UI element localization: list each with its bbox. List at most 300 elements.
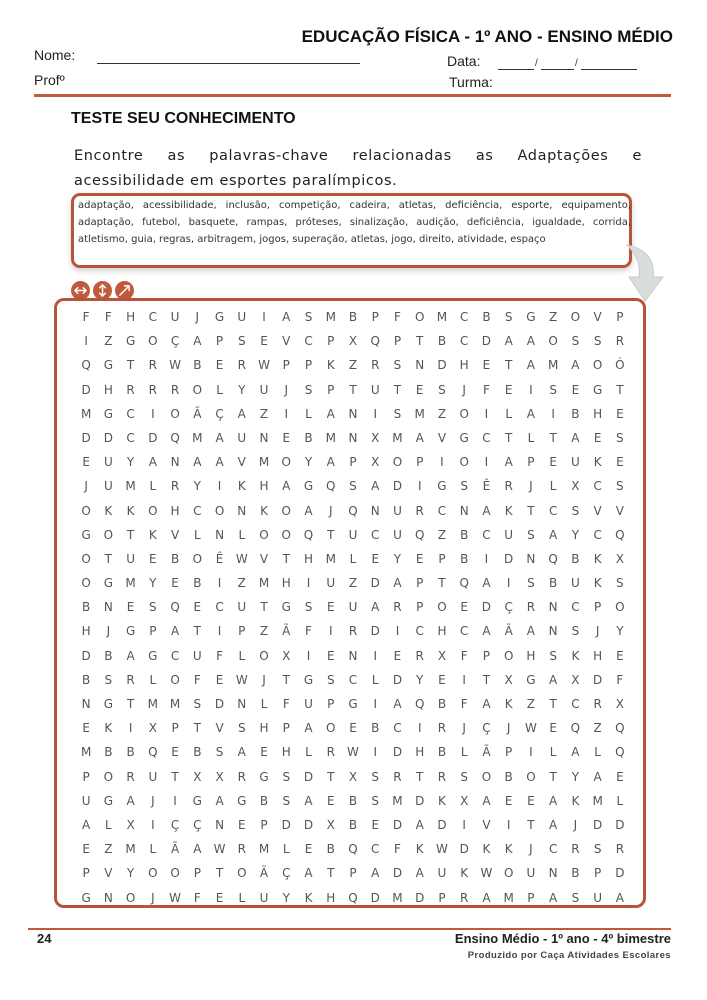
grid-letter[interactable]: C xyxy=(415,624,424,639)
grid-letter[interactable]: Q xyxy=(459,576,469,591)
grid-letter[interactable]: A xyxy=(82,817,91,832)
grid-letter[interactable]: V xyxy=(237,455,246,470)
grid-letter[interactable]: T xyxy=(260,600,268,615)
grid-letter[interactable]: S xyxy=(104,672,113,687)
grid-letter[interactable]: A xyxy=(215,430,224,445)
grid-letter[interactable]: X xyxy=(193,769,202,784)
grid-letter[interactable]: P xyxy=(171,721,179,736)
grid-letter[interactable]: D xyxy=(481,334,492,349)
grid-letter[interactable]: U xyxy=(348,600,358,615)
grid-letter[interactable]: J xyxy=(506,721,511,736)
grid-letter[interactable]: F xyxy=(104,310,112,324)
grid-letter[interactable]: O xyxy=(148,503,158,518)
grid-letter[interactable]: E xyxy=(82,842,90,857)
grid-letter[interactable]: B xyxy=(170,551,180,566)
grid-letter[interactable]: F xyxy=(460,697,468,711)
grid-letter[interactable]: R xyxy=(326,745,335,760)
grid-letter[interactable]: H xyxy=(103,382,113,397)
grid-letter[interactable]: D xyxy=(303,817,314,832)
grid-letter[interactable]: F xyxy=(216,648,223,663)
grid-letter[interactable]: P xyxy=(594,600,602,615)
grid-letter[interactable]: A xyxy=(504,334,513,349)
grid-letter[interactable]: B xyxy=(460,551,469,566)
grid-letter[interactable]: F xyxy=(482,382,490,397)
grid-letter[interactable]: U xyxy=(81,793,91,808)
grid-letter[interactable]: U xyxy=(259,382,269,397)
grid-letter[interactable]: D xyxy=(370,624,380,639)
grid-letter[interactable]: G xyxy=(592,382,603,397)
grid-letter[interactable]: F xyxy=(394,842,401,857)
grid-letter[interactable]: G xyxy=(125,624,136,639)
grid-letter[interactable]: O xyxy=(81,576,91,591)
grid-letter[interactable]: V xyxy=(259,551,269,566)
grid-letter[interactable]: U xyxy=(237,600,247,615)
grid-letter[interactable]: R xyxy=(437,769,447,784)
grid-letter[interactable]: D xyxy=(459,842,469,857)
grid-letter[interactable]: A xyxy=(571,745,580,760)
grid-letter[interactable]: R xyxy=(393,600,402,615)
grid-letter[interactable]: S xyxy=(616,576,624,591)
grid-letter[interactable]: O xyxy=(481,769,492,784)
grid-letter[interactable]: S xyxy=(349,479,357,494)
grid-letter[interactable]: T xyxy=(616,382,624,397)
grid-letter[interactable]: U xyxy=(570,576,580,591)
grid-letter[interactable]: L xyxy=(594,745,601,760)
grid-letter[interactable]: V xyxy=(170,527,180,542)
grid-letter[interactable]: P xyxy=(304,358,313,373)
grid-letter[interactable]: D xyxy=(81,648,91,663)
grid-letter[interactable]: Q xyxy=(370,334,380,349)
grid-letter[interactable]: P xyxy=(349,455,357,470)
grid-letter[interactable]: R xyxy=(526,600,536,615)
grid-letter[interactable]: U xyxy=(370,382,380,397)
grid-letter[interactable]: Q xyxy=(170,600,180,615)
grid-letter[interactable]: C xyxy=(348,672,358,687)
grid-letter[interactable]: R xyxy=(415,648,424,663)
grid-letter[interactable]: U xyxy=(237,430,247,445)
grid-letter[interactable]: H xyxy=(459,358,469,373)
grid-letter[interactable]: O xyxy=(192,382,203,397)
grid-letter[interactable]: U xyxy=(326,576,336,591)
grid-letter[interactable]: C xyxy=(170,648,180,663)
grid-letter[interactable]: D xyxy=(392,479,403,494)
grid-letter[interactable]: I xyxy=(484,406,489,421)
grid-letter[interactable]: T xyxy=(482,672,491,687)
grid-letter[interactable]: A xyxy=(549,890,558,905)
grid-letter[interactable]: P xyxy=(260,817,268,832)
grid-letter[interactable]: Y xyxy=(238,382,246,397)
grid-letter[interactable]: M xyxy=(392,793,403,808)
grid-letter[interactable]: O xyxy=(170,672,180,687)
grid-letter[interactable]: P xyxy=(393,334,402,349)
grid-letter[interactable]: S xyxy=(193,697,202,711)
grid-letter[interactable]: I xyxy=(373,648,377,663)
grid-letter[interactable]: C xyxy=(548,842,558,857)
grid-letter[interactable]: C xyxy=(393,721,402,736)
grid-letter[interactable]: Q xyxy=(348,503,358,518)
grid-letter[interactable]: W xyxy=(169,890,181,905)
grid-letter[interactable]: E xyxy=(171,576,179,591)
grid-letter[interactable]: Z xyxy=(526,697,536,711)
grid-letter[interactable]: G xyxy=(103,793,113,808)
grid-letter[interactable]: P xyxy=(193,866,201,881)
grid-letter[interactable]: Q xyxy=(348,842,358,857)
grid-letter[interactable]: S xyxy=(460,769,468,784)
grid-letter[interactable]: A xyxy=(549,817,558,832)
grid-letter[interactable]: D xyxy=(281,817,291,832)
grid-letter[interactable]: U xyxy=(170,310,180,324)
grid-letter[interactable]: X xyxy=(348,334,358,349)
grid-letter[interactable]: P xyxy=(149,624,157,639)
grid-letter[interactable]: B xyxy=(549,576,558,591)
grid-letter[interactable]: O xyxy=(281,527,291,542)
grid-letter[interactable]: N xyxy=(259,430,269,445)
grid-letter[interactable]: W xyxy=(347,745,359,760)
grid-letter[interactable]: O xyxy=(170,866,180,881)
grid-letter[interactable]: M xyxy=(325,551,336,566)
grid-letter[interactable]: U xyxy=(148,769,158,784)
grid-letter[interactable]: O xyxy=(414,310,425,324)
grid-letter[interactable]: A xyxy=(593,769,602,784)
grid-letter[interactable]: D xyxy=(81,430,91,445)
grid-letter[interactable]: I xyxy=(373,697,377,711)
grid-letter[interactable]: D xyxy=(81,382,91,397)
grid-letter[interactable]: G xyxy=(303,672,314,687)
grid-letter[interactable]: O xyxy=(326,721,336,736)
grid-letter[interactable]: Q xyxy=(326,479,336,494)
grid-letter[interactable]: S xyxy=(149,600,157,615)
grid-letter[interactable]: Y xyxy=(282,890,290,905)
grid-letter[interactable]: B xyxy=(460,527,469,542)
grid-letter[interactable]: O xyxy=(459,455,469,470)
grid-letter[interactable]: A xyxy=(482,624,491,639)
grid-letter[interactable]: C xyxy=(460,624,469,639)
grid-letter[interactable]: D xyxy=(392,672,403,687)
grid-letter[interactable]: W xyxy=(213,842,226,857)
grid-letter[interactable]: W xyxy=(480,866,493,881)
grid-letter[interactable]: D xyxy=(392,866,403,881)
grid-letter[interactable]: F xyxy=(460,648,468,663)
grid-letter[interactable]: O xyxy=(192,551,203,566)
grid-letter[interactable]: N xyxy=(548,866,558,881)
grid-letter[interactable]: O xyxy=(281,455,291,470)
grid-letter[interactable]: O xyxy=(237,866,247,881)
grid-letter[interactable]: N xyxy=(348,648,358,663)
grid-letter[interactable]: E xyxy=(371,551,380,566)
grid-letter[interactable]: I xyxy=(506,817,511,832)
grid-letter[interactable]: Z xyxy=(259,624,269,639)
grid-letter[interactable]: A xyxy=(415,817,424,832)
grid-letter[interactable]: E xyxy=(237,817,246,832)
grid-letter[interactable]: D xyxy=(214,697,225,711)
grid-letter[interactable]: E xyxy=(82,721,90,736)
grid-letter[interactable]: S xyxy=(527,527,535,542)
grid-letter[interactable]: R xyxy=(348,624,358,639)
grid-letter[interactable]: U xyxy=(304,697,313,711)
grid-letter[interactable]: B xyxy=(193,576,202,591)
grid-letter[interactable]: B xyxy=(193,745,202,760)
grid-letter[interactable]: K xyxy=(326,358,335,373)
grid-letter[interactable]: B xyxy=(437,745,447,760)
grid-letter[interactable]: Ç xyxy=(504,600,513,615)
grid-letter[interactable]: W xyxy=(436,842,448,857)
grid-letter[interactable]: P xyxy=(238,624,246,639)
grid-letter[interactable]: N xyxy=(548,600,558,615)
grid-letter[interactable]: L xyxy=(505,406,513,421)
grid-letter[interactable]: R xyxy=(126,382,135,397)
grid-letter[interactable]: H xyxy=(170,503,180,518)
grid-letter[interactable]: B xyxy=(571,406,580,421)
grid-letter[interactable]: A xyxy=(304,721,313,736)
grid-letter[interactable]: D xyxy=(437,817,447,832)
grid-letter[interactable]: B xyxy=(571,551,580,566)
grid-letter[interactable]: D xyxy=(615,817,625,832)
grid-letter[interactable]: I xyxy=(551,406,555,421)
grid-letter[interactable]: E xyxy=(438,672,446,687)
grid-letter[interactable]: P xyxy=(349,866,357,881)
grid-letter[interactable]: X xyxy=(215,769,224,784)
grid-letter[interactable]: H xyxy=(526,648,536,663)
grid-letter[interactable]: A xyxy=(237,406,246,421)
grid-letter[interactable]: E xyxy=(304,842,313,857)
date-year-line[interactable] xyxy=(581,69,637,70)
grid-letter[interactable]: R xyxy=(170,382,180,397)
grid-letter[interactable]: Ç xyxy=(482,721,491,736)
grid-letter[interactable]: Q xyxy=(414,697,425,711)
grid-letter[interactable]: J xyxy=(262,672,266,687)
grid-letter[interactable]: V xyxy=(215,721,224,736)
grid-letter[interactable]: D xyxy=(303,769,314,784)
grid-letter[interactable]: V xyxy=(615,503,624,518)
grid-letter[interactable]: L xyxy=(260,697,268,711)
grid-letter[interactable]: A xyxy=(326,406,335,421)
grid-letter[interactable]: I xyxy=(462,817,466,832)
grid-letter[interactable]: I xyxy=(529,382,533,397)
grid-letter[interactable]: G xyxy=(459,430,469,445)
grid-letter[interactable]: R xyxy=(393,769,402,784)
grid-letter[interactable]: M xyxy=(147,697,159,711)
grid-letter[interactable]: O xyxy=(259,648,269,663)
grid-letter[interactable]: G xyxy=(237,793,247,808)
grid-letter[interactable]: S xyxy=(237,721,246,736)
grid-letter[interactable]: O xyxy=(615,600,625,615)
grid-letter[interactable]: C xyxy=(571,697,580,711)
grid-letter[interactable]: S xyxy=(393,358,402,373)
grid-letter[interactable]: J xyxy=(529,479,533,494)
grid-letter[interactable]: Ó xyxy=(615,358,625,373)
grid-letter[interactable]: K xyxy=(504,842,513,857)
grid-letter[interactable]: A xyxy=(482,793,491,808)
grid-letter[interactable]: U xyxy=(393,527,402,542)
grid-letter[interactable]: A xyxy=(549,793,558,808)
grid-letter[interactable]: I xyxy=(173,793,177,808)
grid-letter[interactable]: M xyxy=(547,358,559,373)
grid-letter[interactable]: O xyxy=(103,769,114,784)
grid-letter[interactable]: A xyxy=(126,793,135,808)
grid-letter[interactable]: E xyxy=(126,600,135,615)
grid-letter[interactable]: E xyxy=(571,382,580,397)
grid-letter[interactable]: R xyxy=(437,721,447,736)
grid-letter[interactable]: T xyxy=(527,817,535,832)
grid-letter[interactable]: W xyxy=(524,721,537,736)
grid-letter[interactable]: L xyxy=(282,842,290,857)
grid-letter[interactable]: N xyxy=(459,503,469,518)
grid-letter[interactable]: D xyxy=(370,576,380,591)
grid-letter[interactable]: T xyxy=(438,576,446,591)
grid-letter[interactable]: S xyxy=(438,382,446,397)
grid-letter[interactable]: R xyxy=(170,479,180,494)
grid-letter[interactable]: G xyxy=(303,479,314,494)
grid-letter[interactable]: Y xyxy=(304,455,313,470)
grid-letter[interactable]: L xyxy=(238,648,246,663)
grid-letter[interactable]: N xyxy=(103,600,113,615)
grid-letter[interactable]: H xyxy=(126,310,136,324)
grid-letter[interactable]: U xyxy=(570,455,580,470)
grid-letter[interactable]: F xyxy=(305,624,312,639)
grid-letter[interactable]: Ç xyxy=(282,866,291,881)
grid-letter[interactable]: Z xyxy=(549,310,558,324)
grid-letter[interactable]: P xyxy=(215,334,224,349)
grid-letter[interactable]: U xyxy=(103,455,113,470)
grid-letter[interactable]: D xyxy=(415,793,425,808)
grid-letter[interactable]: O xyxy=(437,600,447,615)
grid-letter[interactable]: I xyxy=(440,455,444,470)
grid-letter[interactable]: G xyxy=(348,697,358,711)
grid-letter[interactable]: K xyxy=(237,479,246,494)
grid-letter[interactable]: Q xyxy=(615,745,625,760)
grid-letter[interactable]: H xyxy=(326,890,336,905)
date-day-line[interactable] xyxy=(498,69,534,70)
grid-letter[interactable]: Ç xyxy=(193,817,202,832)
grid-letter[interactable]: J xyxy=(284,382,289,397)
grid-letter[interactable]: E xyxy=(482,358,491,373)
grid-letter[interactable]: C xyxy=(371,527,380,542)
grid-letter[interactable]: U xyxy=(126,551,135,566)
grid-letter[interactable]: P xyxy=(327,697,335,711)
grid-letter[interactable]: N xyxy=(81,697,91,711)
grid-letter[interactable]: Ã xyxy=(482,745,491,760)
grid-letter[interactable]: B xyxy=(348,793,358,808)
grid-letter[interactable]: U xyxy=(348,527,358,542)
grid-letter[interactable]: T xyxy=(549,430,557,445)
grid-letter[interactable]: T xyxy=(282,551,290,566)
grid-letter[interactable]: N xyxy=(526,551,536,566)
grid-letter[interactable]: I xyxy=(262,310,266,324)
grid-letter[interactable]: I xyxy=(462,672,466,687)
grid-letter[interactable]: J xyxy=(195,310,200,324)
grid-letter[interactable]: W xyxy=(235,672,248,687)
grid-letter[interactable]: C xyxy=(148,310,158,324)
grid-letter[interactable]: L xyxy=(371,672,379,687)
grid-letter[interactable]: B xyxy=(104,648,113,663)
grid-letter[interactable]: K xyxy=(438,793,446,808)
grid-letter[interactable]: K xyxy=(260,503,268,518)
grid-letter[interactable]: P xyxy=(327,334,335,349)
grid-letter[interactable]: I xyxy=(417,721,422,736)
grid-letter[interactable]: C xyxy=(460,334,469,349)
grid-letter[interactable]: Ã xyxy=(193,406,202,421)
grid-letter[interactable]: F xyxy=(394,310,401,324)
grid-letter[interactable]: S xyxy=(460,479,468,494)
grid-letter[interactable]: D xyxy=(615,866,625,881)
grid-letter[interactable]: D xyxy=(481,600,492,615)
grid-letter[interactable]: Z xyxy=(104,842,113,857)
grid-letter[interactable]: J xyxy=(462,382,466,397)
grid-letter[interactable]: Z xyxy=(348,358,358,373)
grid-letter[interactable]: E xyxy=(282,430,291,445)
grid-letter[interactable]: A xyxy=(326,455,335,470)
grid-letter[interactable]: A xyxy=(415,866,424,881)
grid-letter[interactable]: N xyxy=(348,430,358,445)
grid-letter[interactable]: X xyxy=(615,697,624,711)
grid-letter[interactable]: Q xyxy=(414,527,425,542)
grid-letter[interactable]: V xyxy=(282,334,291,349)
grid-letter[interactable]: O xyxy=(170,406,180,421)
grid-letter[interactable]: Ã xyxy=(282,624,291,639)
grid-letter[interactable]: T xyxy=(126,527,135,542)
grid-letter[interactable]: L xyxy=(149,672,157,687)
grid-letter[interactable]: S xyxy=(549,648,557,663)
grid-letter[interactable]: P xyxy=(371,310,379,324)
grid-letter[interactable]: I xyxy=(217,479,222,494)
grid-letter[interactable]: G xyxy=(281,600,291,615)
grid-letter[interactable]: E xyxy=(616,648,624,663)
grid-letter[interactable]: S xyxy=(549,382,557,397)
grid-letter[interactable]: A xyxy=(571,358,580,373)
grid-letter[interactable]: O xyxy=(81,551,91,566)
grid-letter[interactable]: J xyxy=(529,842,533,857)
grid-letter[interactable]: S xyxy=(215,745,224,760)
grid-letter[interactable]: N xyxy=(215,527,225,542)
grid-letter[interactable]: E xyxy=(504,793,513,808)
grid-letter[interactable]: O xyxy=(526,769,536,784)
grid-letter[interactable]: S xyxy=(282,769,291,784)
grid-letter[interactable]: O xyxy=(503,648,514,663)
grid-letter[interactable]: S xyxy=(616,430,624,445)
grid-letter[interactable]: A xyxy=(482,697,491,711)
grid-letter[interactable]: G xyxy=(214,310,225,324)
grid-letter[interactable]: C xyxy=(371,842,380,857)
grid-letter[interactable]: Ã xyxy=(170,842,180,857)
grid-letter[interactable]: L xyxy=(549,745,557,760)
grid-letter[interactable]: H xyxy=(81,624,91,639)
grid-letter[interactable]: T xyxy=(282,672,290,687)
grid-letter[interactable]: J xyxy=(573,817,578,832)
grid-letter[interactable]: U xyxy=(192,648,202,663)
grid-letter[interactable]: K xyxy=(104,503,113,518)
grid-letter[interactable]: V xyxy=(593,310,602,324)
grid-letter[interactable]: A xyxy=(504,455,513,470)
grid-letter[interactable]: A xyxy=(482,890,491,905)
grid-letter[interactable]: F xyxy=(82,310,90,324)
grid-letter[interactable]: P xyxy=(416,455,424,470)
grid-letter[interactable]: B xyxy=(104,745,113,760)
grid-letter[interactable]: O xyxy=(503,866,514,881)
grid-letter[interactable]: I xyxy=(151,817,155,832)
grid-letter[interactable]: K xyxy=(482,842,491,857)
grid-letter[interactable]: N xyxy=(103,890,113,905)
grid-letter[interactable]: R xyxy=(504,479,513,494)
grid-letter[interactable]: D xyxy=(103,430,113,445)
grid-letter[interactable]: V xyxy=(593,503,602,518)
grid-letter[interactable]: X xyxy=(126,817,135,832)
grid-letter[interactable]: D xyxy=(148,430,158,445)
grid-letter[interactable]: X xyxy=(571,479,580,494)
grid-letter[interactable]: R xyxy=(593,697,602,711)
grid-letter[interactable]: Z xyxy=(237,576,246,591)
grid-letter[interactable]: I xyxy=(395,624,400,639)
grid-letter[interactable]: P xyxy=(616,310,624,324)
